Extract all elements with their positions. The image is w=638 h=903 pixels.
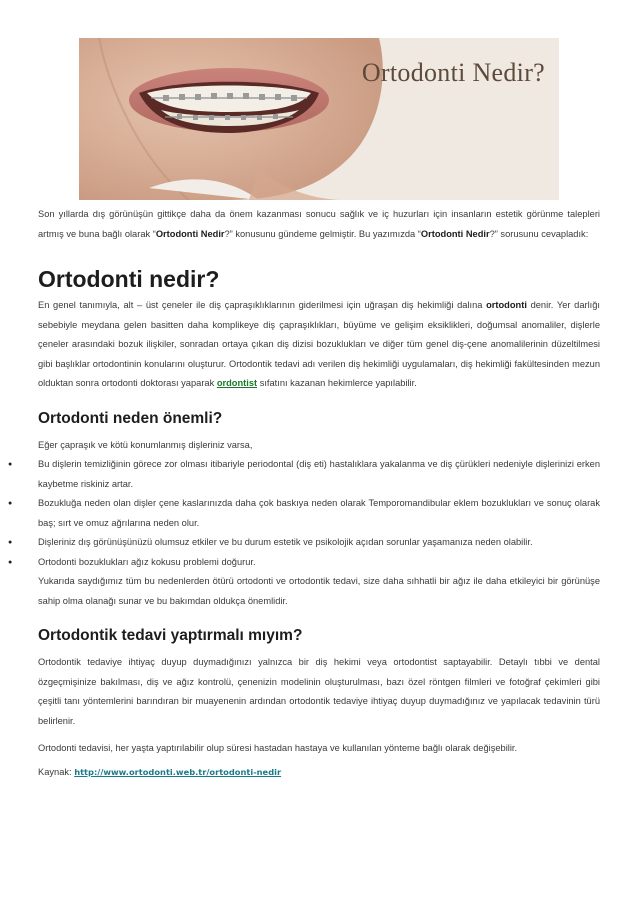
hero-image xyxy=(79,38,559,200)
list-item: ● Dişleriniz dış görünüşünüzü olumsuz etkiler ve bu durum estetik ve psikolojik açıdan sorunlar yaşamanıza neden olabilir. xyxy=(38,533,600,553)
section-heading-ortodonti-nedir: Ortodonti nedir? xyxy=(38,266,220,292)
section-heading-neden-onemli: Ortodonti neden önemli? xyxy=(38,409,223,427)
list-item: ● Bu dişlerin temizliğinin görece zor olması itibariyle periodontal (diş eti) hastalıklara yakalanma ve diş çürükleri nedeniyle dişlerinizi erken kaybetme riskiniz artar. xyxy=(38,455,600,494)
source-line xyxy=(38,763,600,783)
list-item: ● Ortodonti bozuklukları ağız kokusu problemi doğurur. xyxy=(38,553,600,573)
intro-keyword: Ortodonti Nedir xyxy=(155,228,225,239)
ordontist-link[interactable]: ordontist xyxy=(216,378,258,388)
section3-paragraph-1: Ortodontik tedaviye ihtiyaç duyup duymadığınızı yalnızca bir diş hekimi veya ortodontist saptayabilir. Detaylı tıbbi ve dental özgeçmişinize bakılması, diş ve ağız kontrolü, çenenizin modelinin oluşturulması, bazı özel röntgen filmleri ve fotoğraf çekimleri gibi çeşitli tanı yöntemlerini barındıran bir muayenenin ardından ortodontik tedaviye ihtiyaç duyup duymadığınız ve yapılacak tedavinin türü belirlenir. xyxy=(38,657,600,726)
reasons-list xyxy=(38,455,600,572)
section2-lead: Eğer çapraşık ve kötü konumlanmış dişleriniz varsa, xyxy=(38,439,253,450)
list-item: ● Bozukluğa neden olan dişler çene kaslarınızda daha çok baskıya neden olarak Temporomandibular eklem bozuklukları ve sonuç olarak baş; sırt ve omuz ağrılarına neden olur. xyxy=(38,494,600,533)
section2-closing: Yukarıda saydığımız tüm bu nedenlerden ötürü ortodonti ve ortodontik tedavi, size daha sıhhatli bir ağız ile daha etkileyici bir görünüşe sahip olma olanağı sunar ve bu bakımdan oldukça önemlidir. xyxy=(38,576,600,606)
hero-title: Ortodonti Nedir? xyxy=(361,58,545,87)
section3-paragraph-2: Ortodonti tedavisi, her yaşta yaptırılabilir olup süresi hastadan hastaya ve kullanılan yönteme bağlı olarak değişebilir. xyxy=(38,743,518,753)
intro-paragraph: Son yıllarda dış görünüşün gittikçe daha da önem kazanması sonucu sağlık ve iç huzurları için insanların estetik görünme talepleri artmış ve buna bağlı olarak “Ortodonti Nedir?” konusunu gündeme gelmiştir. Bu yazımızda “Ortodonti Nedir?” sorusunu cevapladık: xyxy=(38,209,600,239)
ortodonti-keyword: ortodonti xyxy=(486,300,527,310)
source-label: Kaynak: xyxy=(38,766,75,777)
source-link[interactable]: http://www.ortodonti.web.tr/ortodonti-nedir xyxy=(74,766,282,777)
section1-paragraph: En genel tanımıyla, alt – üst çeneler ile diş çapraşıklıklarının giderilmesi için uğraşan diş hekimliği dalına ortodonti denir. Yer darlığı sebebiyle meydana gelen basitten daha komplikeye diş çapraşıklıkları, büyüme ve gelişim eksiklikleri, doğumsal anomaliler, dişlerle çeneler arasındaki bozuk ilişkiler, sonradan ortaya çıkan diş dizisi bozuklukları ve diğer tüm genel diş-çene anomalilerinin düzeltilmesi gibi başlıklar ortodontinin konularını oluşturur. Ortodontik tedavi adı verilen diş hekimliği uygulamaları, diş hekimliği fakültesinden mezun olduktan sonra ortodonti doktorası yaparak ordontist sıfatını kazanan hekimlerce yapılabilir. xyxy=(38,300,600,388)
section-heading-tedavi-yaptirmali: Ortodontik tedavi yaptırmalı mıyım? xyxy=(38,627,303,644)
intro-keyword: Ortodonti Nedir xyxy=(420,228,490,239)
article-body xyxy=(38,205,600,782)
